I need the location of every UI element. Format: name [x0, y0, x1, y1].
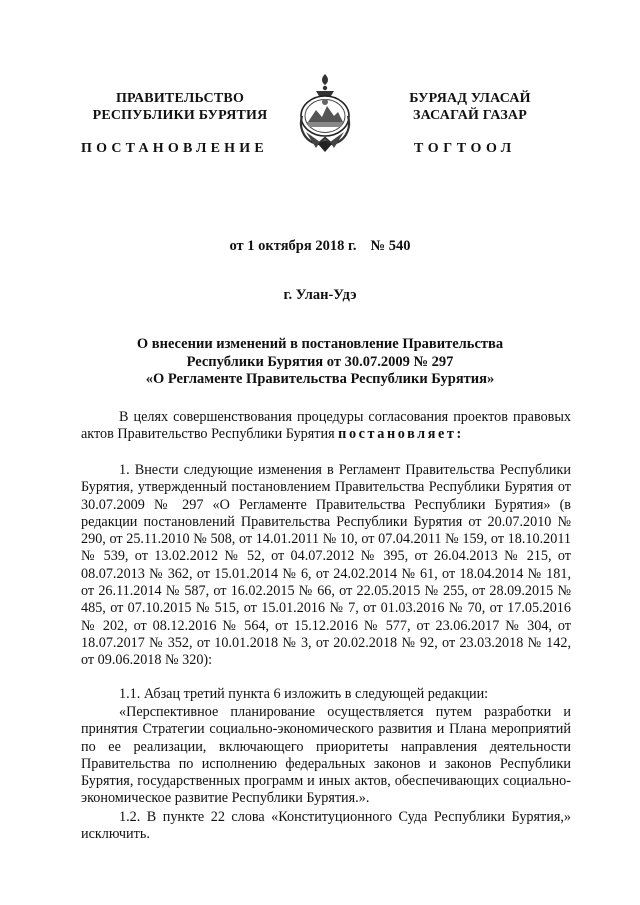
intro-paragraph — [81, 409, 571, 444]
decree-title-ru: ПОСТАНОВЛЕНИЕ — [81, 141, 268, 156]
decree-city: г. Улан-Удэ — [283, 287, 357, 303]
header-right-line2: ЗАСАГАЙ ГАЗАР — [412, 108, 527, 123]
header-left-line1: ПРАВИТЕЛЬСТВО — [115, 91, 245, 106]
decree-date: от 1 октября 2018 г. — [229, 238, 357, 254]
paragraph-quote: «Перспективное планирование осуществляется путем разработки и принятия Стратегии социально-экономического развития и Плана мероприятий по ее реализации, включающего приоритеты направления деятельности Правительства по исполнению федеральных законов и законов Республики Бурятия, государственных программ и иных актов, обеспечивающих социально-экономическое развитие Республики Бурятия.». — [81, 704, 571, 807]
title-line1: О внесении изменений в постановление Правительства — [136, 336, 504, 352]
paragraph-1-2: 1.2. В пункте 22 слова «Конституционного Суда Республики Бурятия,» исключить. — [81, 809, 571, 843]
paragraph-1-1: 1.1. Абзац третий пункта 6 изложить в следующей редакции: — [119, 686, 489, 702]
header-left-ru — [80, 90, 280, 124]
intro-resolves: постановляет: — [338, 426, 464, 443]
coat-of-arms-icon — [296, 72, 354, 154]
title-line3: «О Регламенте Правительства Республики Бурятия» — [145, 371, 495, 387]
header-left-line2: РЕСПУБЛИКИ БУРЯТИЯ — [92, 108, 268, 123]
intro-text: В целях совершенствования процедуры согласования проектов правовых актов Правительство Республики Бурятия — [81, 409, 571, 443]
header-right-line1: БУРЯАД УЛАСАЙ — [409, 91, 531, 106]
header-right-bua — [370, 90, 570, 124]
decree-title-bua: ТОГТООЛ — [414, 141, 516, 156]
decree-title — [90, 336, 550, 389]
paragraph-1: 1. Внести следующие изменения в Регламент Правительства Республики Бурятия, утвержденный постановлением Правительства Республики Бурятия от 30.07.2009 № 297 «О Регламенте Правительства Республики Бурятия» (в редакции постановлений Правительства Республики Бурятия от 20.07.2010 № 290, от 25.11.2010 № 508, от 14.01.2011 № 10, от 07.04.2011 № 159, от 18.10.2011 № 539, от 13.02.2012 № 52, от 04.07.2012 № 395, от 26.04.2013 № 215, от 08.07.2013 № 362, от 15.01.2014 № 6, от 24.02.2014 № 61, от 18.04.2014 № 181, от 26.11.2014 № 587, от 16.02.2015 № 66, от 22.05.2015 № 255, от 28.09.2015 № 485, от 07.10.2015 № 515, от 15.01.2016 № 7, от 01.03.2016 № 70, от 17.05.2016 № 202, от 08.12.2016 № 564, от 15.12.2016 № 577, от 23.06.2017 № 304, от 18.07.2017 № 352, от 10.01.2018 № 3, от 20.02.2018 № 92, от 23.03.2018 № 142, от 09.06.2018 № 320): — [81, 462, 571, 669]
decree-dateline — [0, 238, 640, 255]
title-line2: Республики Бурятия от 30.07.2009 № 297 — [186, 353, 454, 370]
decree-number: № 540 — [370, 238, 411, 254]
